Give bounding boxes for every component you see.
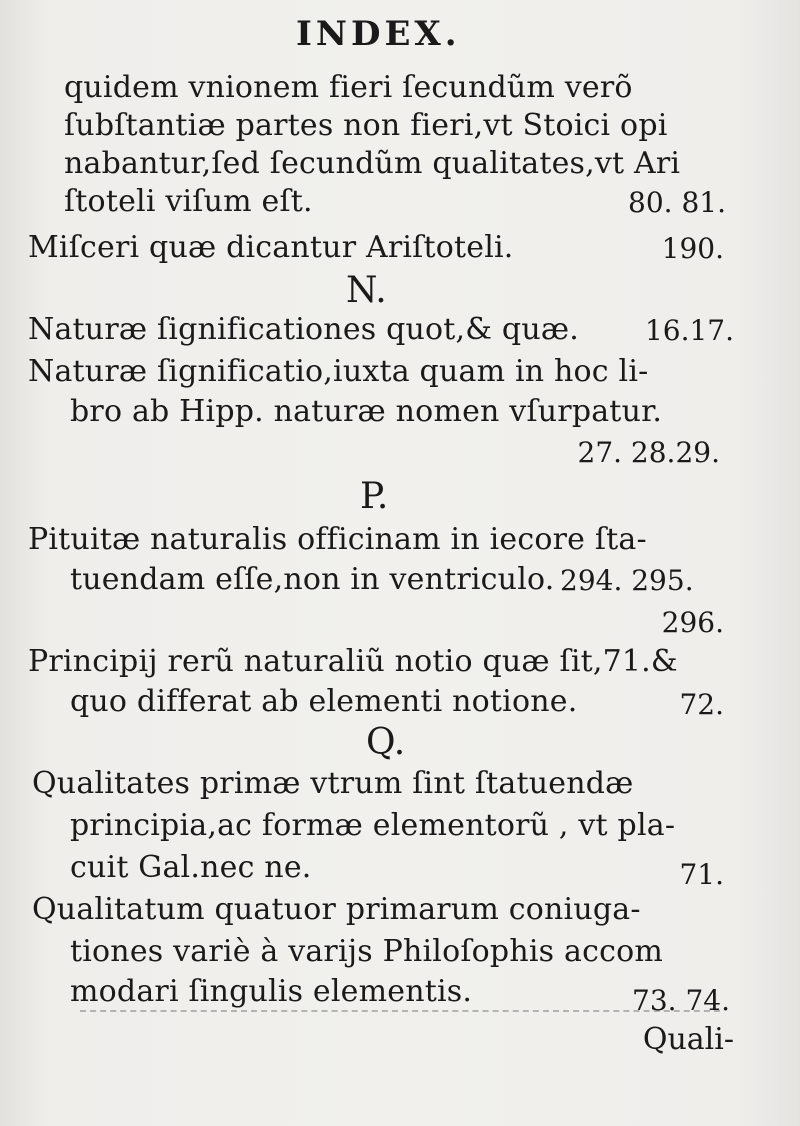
page-reference: 71. bbox=[679, 858, 724, 891]
section-letter: P. bbox=[360, 476, 389, 517]
page-reference: 27. 28.29. bbox=[577, 436, 720, 469]
entry-line: Qualitatum quatuor primarum coniuga- bbox=[32, 892, 641, 927]
page-reference: 80. 81. bbox=[628, 186, 726, 219]
entry-line: quidem vnionem fieri ſecundũm verõ bbox=[64, 70, 633, 105]
entry-line: nabantur,ſed ſecundũm qualitates,vt Ari bbox=[64, 146, 681, 181]
entry-line: Principij rerũ naturaliũ notio quæ ſit,71.& bbox=[28, 644, 678, 679]
entry-line: ſtoteli viſum eſt. bbox=[64, 184, 313, 219]
page-title: INDEX. bbox=[296, 14, 461, 54]
entry-line: Naturæ ſignificatio,iuxta quam in hoc li- bbox=[28, 354, 649, 389]
page-reference: 296. bbox=[661, 606, 724, 639]
page-reference: 72. bbox=[679, 688, 724, 721]
entry-line: tiones variè à varijs Philoſophis accom bbox=[70, 934, 663, 969]
entry-line: modari ſingulis elementis. bbox=[70, 974, 473, 1009]
entry-line: Naturæ ſignificationes quot,& quæ. bbox=[28, 312, 579, 347]
entry-line: tuendam eſſe,non in ventriculo. bbox=[70, 562, 555, 597]
entry-line: principia,ac formæ elementorũ , vt pla- bbox=[70, 808, 676, 843]
catchword: Quali- bbox=[642, 1022, 734, 1057]
section-letter: Q. bbox=[366, 722, 406, 763]
entry-line: Miſceri quæ dicantur Ariſtoteli. bbox=[28, 230, 514, 265]
entry-line: Qualitates primæ vtrum ſint ſtatuendæ bbox=[32, 766, 634, 801]
entry-line: bro ab Hipp. naturæ nomen vſurpatur. bbox=[70, 394, 663, 429]
page-reference: 294. 295. bbox=[560, 564, 694, 597]
entry-line: quo differat ab elementi notione. bbox=[70, 684, 578, 719]
entry-line: Pituitæ naturalis officinam in iecore ſta- bbox=[28, 522, 647, 557]
page-reference: 16.17. bbox=[644, 314, 734, 347]
page-reference: 73. 74. bbox=[632, 984, 730, 1017]
entry-line: ſubſtantiæ partes non fieri,vt Stoici opi bbox=[64, 108, 668, 143]
entry-line: cuit Gal.nec ne. bbox=[70, 850, 312, 885]
section-letter: N. bbox=[346, 270, 387, 311]
bleed-through-rule bbox=[80, 1010, 720, 1013]
page-reference: 190. bbox=[661, 232, 724, 265]
